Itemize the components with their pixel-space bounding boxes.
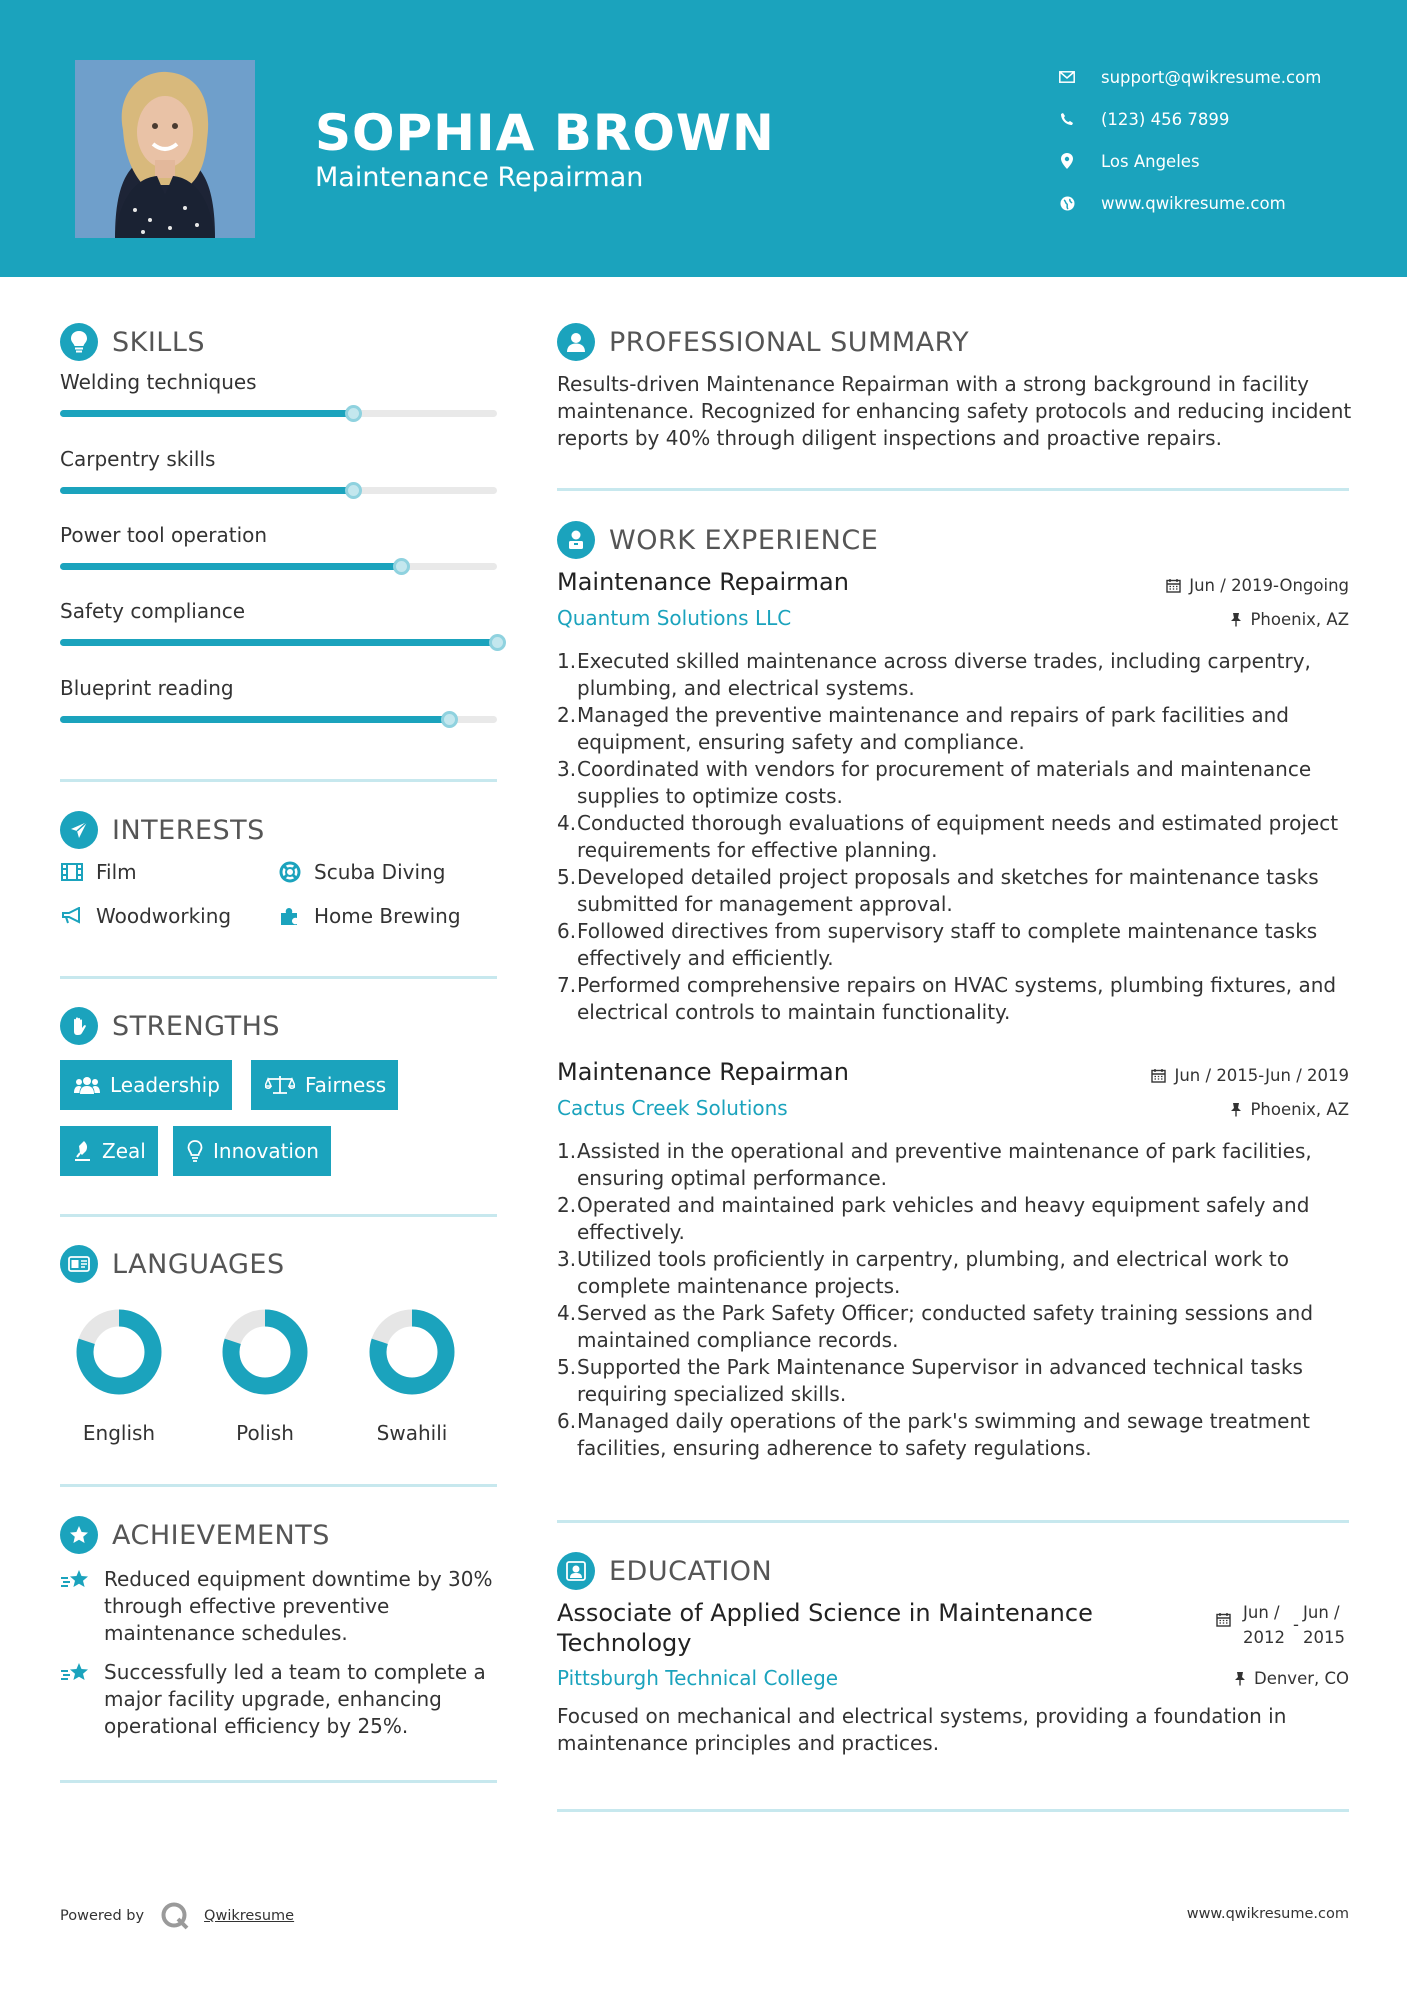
section-divider bbox=[557, 1809, 1349, 1812]
qwikresume-logo-icon bbox=[160, 1901, 190, 1931]
language-name: English bbox=[82, 1421, 156, 1445]
user-icon bbox=[557, 323, 595, 361]
strengths-title: STRENGTHS bbox=[112, 1010, 281, 1042]
bullet-text: Coordinated with vendors for procurement of materials and maintenance supplies to optimize costs. bbox=[577, 757, 1312, 808]
interest-item bbox=[60, 860, 137, 884]
contact-website[interactable] bbox=[1055, 182, 1321, 224]
interest-item bbox=[278, 904, 461, 928]
contact-location-text: Los Angeles bbox=[1101, 151, 1200, 171]
bullet-number: 6. bbox=[557, 1409, 577, 1433]
graduate-icon bbox=[557, 1552, 595, 1590]
pushpin-icon bbox=[1230, 1102, 1242, 1117]
education-description: Focused on mechanical and electrical systems, providing a foundation in maintenance principles and practices. bbox=[557, 1704, 1287, 1755]
briefcase-user-icon bbox=[557, 521, 595, 559]
calendar-icon bbox=[1166, 578, 1181, 593]
section-divider bbox=[60, 779, 497, 782]
summary-heading bbox=[557, 323, 969, 361]
lightbulb-icon bbox=[187, 1140, 203, 1162]
calendar-icon bbox=[1216, 1612, 1231, 1627]
skill-bar-fill bbox=[60, 639, 497, 646]
interest-label: Film bbox=[96, 860, 137, 884]
job-date-text: Jun / 2019-Ongoing bbox=[1189, 576, 1349, 595]
bullet-number: 5. bbox=[557, 1355, 577, 1379]
job-bullet bbox=[557, 918, 1352, 972]
skill-name: Blueprint reading bbox=[60, 676, 234, 700]
strength-label: Leadership bbox=[110, 1073, 220, 1097]
skill-bar-fill bbox=[60, 563, 401, 570]
powered-by-text: Powered by bbox=[60, 1908, 145, 1924]
section-divider bbox=[60, 976, 497, 979]
pushpin-icon bbox=[1234, 1671, 1246, 1686]
pushpin-icon bbox=[1230, 612, 1242, 627]
job-bullet bbox=[557, 864, 1352, 918]
skill-bar bbox=[60, 487, 497, 494]
strength-tag bbox=[60, 1060, 232, 1110]
section-divider bbox=[60, 1484, 497, 1487]
interest-label: Woodworking bbox=[96, 904, 232, 928]
bullet-number: 1. bbox=[557, 649, 577, 673]
footer-website[interactable]: www.qwikresume.com bbox=[1186, 1906, 1349, 1922]
language-donut bbox=[74, 1307, 164, 1397]
job-bullet bbox=[557, 1300, 1352, 1354]
job-bullet bbox=[557, 1408, 1352, 1462]
qwikresume-link[interactable]: Qwikresume bbox=[204, 1908, 295, 1924]
lightbulb-icon bbox=[60, 323, 98, 361]
company-name: Cactus Creek Solutions bbox=[557, 1096, 788, 1120]
job-bullets bbox=[557, 1138, 1352, 1462]
language-item bbox=[64, 1307, 174, 1445]
bullet-text: Served as the Park Safety Officer; conducted safety training sessions and maintained compliance records. bbox=[577, 1301, 1314, 1352]
language-item bbox=[357, 1307, 467, 1445]
degree-title: Associate of Applied Science in Maintenance Technology bbox=[557, 1599, 1093, 1657]
contact-list bbox=[1055, 56, 1321, 224]
bullet-number: 4. bbox=[557, 811, 577, 835]
skill-item bbox=[60, 523, 497, 570]
skills-heading bbox=[60, 323, 205, 361]
film-icon bbox=[60, 861, 84, 883]
achievement-item bbox=[60, 1659, 500, 1740]
education-dates bbox=[1216, 1600, 1349, 1650]
education-end-date: Jun / 2015 bbox=[1303, 1603, 1345, 1647]
shooting-star-icon bbox=[60, 1659, 92, 1740]
puzzle-icon bbox=[278, 905, 302, 927]
skill-name: Safety compliance bbox=[60, 599, 246, 623]
contact-phone-text: (123) 456 7899 bbox=[1101, 109, 1230, 129]
education-location bbox=[1234, 1669, 1349, 1688]
section-divider bbox=[557, 1520, 1349, 1523]
candidate-title: Maintenance Repairman bbox=[315, 162, 644, 193]
interests-heading bbox=[60, 811, 265, 849]
skill-bar-knob bbox=[345, 405, 362, 422]
achievement-text: Successfully led a team to complete a major facility upgrade, enhancing operational efficiency by 25%. bbox=[104, 1660, 486, 1738]
summary-title: PROFESSIONAL SUMMARY bbox=[609, 326, 970, 358]
section-divider bbox=[60, 1780, 497, 1783]
bullet-text: Developed detailed project proposals and sketches for maintenance tasks submitted for management approval. bbox=[577, 865, 1319, 916]
interest-label: Home Brewing bbox=[314, 904, 461, 928]
bullet-text: Assisted in the operational and preventive maintenance of park facilities, ensuring optimal performance. bbox=[577, 1139, 1312, 1190]
section-divider bbox=[557, 488, 1349, 491]
education-location-text: Denver, CO bbox=[1253, 1669, 1349, 1688]
skills-title: SKILLS bbox=[112, 326, 206, 358]
profile-photo bbox=[75, 60, 255, 238]
school-name: Pittsburgh Technical College bbox=[557, 1666, 839, 1690]
skill-name: Welding techniques bbox=[60, 370, 257, 394]
contact-location bbox=[1055, 140, 1321, 182]
language-donut bbox=[367, 1307, 457, 1397]
job-bullets bbox=[557, 648, 1352, 1026]
balance-scale-icon bbox=[265, 1075, 295, 1095]
skill-bar-fill bbox=[60, 487, 353, 494]
job-location bbox=[1230, 1100, 1349, 1119]
skill-item bbox=[60, 599, 497, 646]
job-bullet bbox=[557, 810, 1352, 864]
skill-bar-fill bbox=[60, 716, 449, 723]
contact-phone[interactable] bbox=[1055, 98, 1321, 140]
job-title: Maintenance Repairman bbox=[557, 1058, 849, 1086]
strength-tag bbox=[173, 1126, 331, 1176]
skill-bar bbox=[60, 716, 497, 723]
resume-header bbox=[0, 0, 1407, 277]
envelope-icon bbox=[1055, 68, 1079, 86]
job-bullet bbox=[557, 702, 1352, 756]
section-divider bbox=[60, 1214, 497, 1217]
achievements-heading bbox=[60, 1516, 330, 1554]
language-donut bbox=[220, 1307, 310, 1397]
bullet-number: 2. bbox=[557, 1193, 577, 1217]
skill-bar-knob bbox=[441, 711, 458, 728]
shooting-star-icon bbox=[60, 1566, 92, 1647]
summary-text: Results-driven Maintenance Repairman with a strong background in facility maintenance. Recognized for enhancing safety protocols and reducing incident reports by 40% through diligent inspections and proactive repairs. bbox=[557, 372, 1352, 450]
skill-bar-fill bbox=[60, 410, 353, 417]
skill-item bbox=[60, 447, 497, 494]
interest-item bbox=[60, 904, 231, 928]
bullet-text: Conducted thorough evaluations of equipment needs and estimated project requirements for effective planning. bbox=[577, 811, 1339, 862]
globe-icon bbox=[1055, 194, 1079, 212]
languages-title: LANGUAGES bbox=[112, 1248, 285, 1280]
skill-bar bbox=[60, 410, 497, 417]
phone-icon bbox=[1055, 110, 1079, 128]
star-badge-icon bbox=[60, 1516, 98, 1554]
education-start-date: Jun / 2012 bbox=[1243, 1603, 1286, 1647]
language-item bbox=[210, 1307, 320, 1445]
interests-title: INTERESTS bbox=[112, 814, 265, 846]
job-bullet bbox=[557, 1354, 1352, 1408]
strength-tag bbox=[251, 1060, 398, 1110]
job-bullet bbox=[557, 972, 1352, 1026]
contact-email[interactable] bbox=[1055, 56, 1321, 98]
footer-powered-by bbox=[60, 1901, 294, 1931]
users-icon bbox=[74, 1075, 100, 1095]
language-name: Swahili bbox=[376, 1421, 448, 1445]
education-heading bbox=[557, 1552, 772, 1590]
interest-item bbox=[278, 860, 445, 884]
experience-heading bbox=[557, 521, 878, 559]
contact-website-text: www.qwikresume.com bbox=[1101, 193, 1286, 213]
skill-name: Carpentry skills bbox=[60, 447, 216, 471]
skill-bar-knob bbox=[393, 558, 410, 575]
map-pin-icon bbox=[1055, 152, 1079, 170]
job-date bbox=[1151, 1066, 1349, 1085]
languages-heading bbox=[60, 1245, 285, 1283]
job-date-text: Jun / 2015-Jun / 2019 bbox=[1174, 1066, 1349, 1085]
contact-email-text: support@qwikresume.com bbox=[1101, 67, 1322, 87]
bullet-number: 3. bbox=[557, 1247, 577, 1271]
date-separator: - bbox=[1293, 1615, 1299, 1634]
job-bullet bbox=[557, 1246, 1352, 1300]
strength-label: Zeal bbox=[102, 1139, 146, 1163]
bullet-number: 2. bbox=[557, 703, 577, 727]
achievement-text: Reduced equipment downtime by 30% through effective preventive maintenance schedules. bbox=[104, 1567, 493, 1645]
job-location-text: Phoenix, AZ bbox=[1250, 1100, 1349, 1119]
language-card-icon bbox=[60, 1245, 98, 1283]
bullet-text: Followed directives from supervisory staff to complete maintenance tasks effectively and efficiently. bbox=[577, 919, 1318, 970]
job-location-text: Phoenix, AZ bbox=[1250, 610, 1349, 629]
interest-label: Scuba Diving bbox=[314, 860, 446, 884]
education-title: EDUCATION bbox=[609, 1555, 773, 1587]
lifebuoy-icon bbox=[278, 861, 302, 883]
job-bullet bbox=[557, 756, 1352, 810]
bullet-text: Supported the Park Maintenance Supervisor in advanced technical tasks requiring specialized skills. bbox=[577, 1355, 1303, 1406]
paper-plane-icon bbox=[60, 811, 98, 849]
bullet-text: Managed daily operations of the park's swimming and sewage treatment facilities, ensuring adherence to safety regulations. bbox=[577, 1409, 1310, 1460]
skill-bar bbox=[60, 563, 497, 570]
bullet-text: Managed the preventive maintenance and repairs of park facilities and equipment, ensuring safety and compliance. bbox=[577, 703, 1289, 754]
bullet-number: 3. bbox=[557, 757, 577, 781]
bullet-number: 1. bbox=[557, 1139, 577, 1163]
job-bullet bbox=[557, 648, 1352, 702]
bullet-number: 5. bbox=[557, 865, 577, 889]
skill-bar-knob bbox=[489, 634, 506, 651]
strength-tag bbox=[60, 1126, 158, 1176]
skill-bar-knob bbox=[345, 482, 362, 499]
bullet-text: Performed comprehensive repairs on HVAC systems, plumbing fixtures, and electrical controls to maintain functionality. bbox=[577, 973, 1337, 1024]
skill-name: Power tool operation bbox=[60, 523, 268, 547]
calendar-icon bbox=[1151, 1068, 1166, 1083]
megaphone-icon bbox=[60, 905, 84, 927]
achievement-item bbox=[60, 1566, 500, 1647]
bullet-number: 7. bbox=[557, 973, 577, 997]
bullet-text: Operated and maintained park vehicles and heavy equipment safely and effectively. bbox=[577, 1193, 1310, 1244]
hand-icon bbox=[60, 1007, 98, 1045]
company-name: Quantum Solutions LLC bbox=[557, 606, 792, 630]
job-bullet bbox=[557, 1192, 1352, 1246]
strength-label: Innovation bbox=[213, 1139, 319, 1163]
job-title: Maintenance Repairman bbox=[557, 568, 849, 596]
achievements-title: ACHIEVEMENTS bbox=[112, 1519, 330, 1551]
skill-item bbox=[60, 370, 497, 417]
language-name: Polish bbox=[236, 1421, 294, 1445]
skill-item bbox=[60, 676, 497, 723]
job-location bbox=[1230, 610, 1349, 629]
strength-label: Fairness bbox=[305, 1073, 387, 1097]
bullet-number: 6. bbox=[557, 919, 577, 943]
strengths-heading bbox=[60, 1007, 280, 1045]
bullet-text: Utilized tools proficiently in carpentry, plumbing, and electrical work to complete maintenance projects. bbox=[577, 1247, 1289, 1298]
bullet-text: Executed skilled maintenance across diverse trades, including carpentry, plumbing, and electrical systems. bbox=[577, 649, 1311, 700]
bullet-number: 4. bbox=[557, 1301, 577, 1325]
job-date bbox=[1166, 576, 1349, 595]
candidate-name: SOPHIA BROWN bbox=[315, 104, 775, 162]
skill-bar bbox=[60, 639, 497, 646]
experience-title: WORK EXPERIENCE bbox=[609, 524, 879, 556]
pen-icon bbox=[74, 1140, 92, 1162]
job-bullet bbox=[557, 1138, 1352, 1192]
